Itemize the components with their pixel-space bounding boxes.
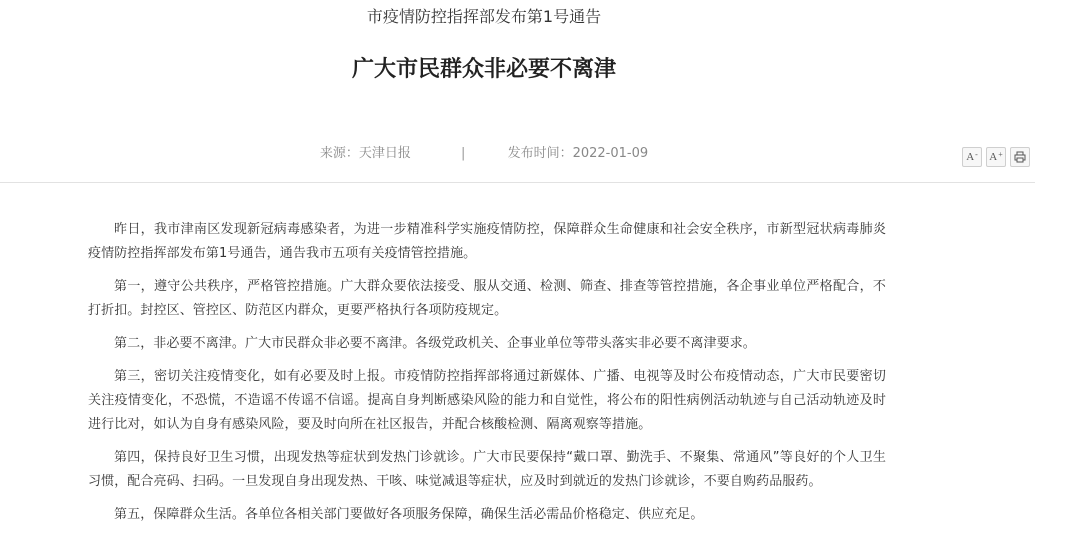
header-divider bbox=[0, 182, 1035, 183]
print-icon bbox=[1014, 151, 1026, 163]
article-meta bbox=[0, 145, 968, 163]
article-paragraph: 第四，保持良好卫生习惯，出现发热等症状到发热门诊就诊。广大市民要保持“戴口罩、勤洗手、不聚集、常通风”等良好的个人卫生习惯，配合亮码、扫码。一旦发现自身出现发热、干咳、味觉减退等症状，应及时到就近的发热门诊就诊，不要自购药品服药。 bbox=[88, 450, 886, 489]
publish-time-label: 发布时间：2022-01-09 bbox=[507, 146, 649, 161]
source-label: 来源：天津日报 bbox=[319, 146, 411, 161]
article-paragraph: 第五，保障群众生活。各单位各相关部门要做好各项服务保障，确保生活必需品价格稳定、供应充足。 bbox=[114, 507, 704, 522]
font-increase-button[interactable]: A + bbox=[986, 147, 1006, 167]
font-decrease-letter: A bbox=[966, 151, 975, 163]
article-title: 广大市民群众非必要不离津 bbox=[351, 57, 616, 82]
article-paragraph: 昨日，我市津南区发现新冠病毒感染者，为进一步精准科学实施疫情防控，保障群众生命健康和社会安全秩序，市新型冠状病毒肺炎疫情防控指挥部发布第1号通告，通告我市五项有关疫情管控措施。 bbox=[88, 222, 886, 261]
article-paragraph: 第二，非必要不离津。广大市民群众非必要不离津。各级党政机关、企事业单位等带头落实非必要不离津要求。 bbox=[114, 336, 756, 351]
font-decrease-button[interactable]: A - bbox=[962, 147, 982, 167]
article-toolbar bbox=[962, 147, 1030, 167]
font-increase-letter: A bbox=[989, 151, 998, 163]
article-paragraph: 第三，密切关注疫情变化，如有必要及时上报。市疫情防控指挥部将通过新媒体、广播、电视等及时公布疫情动态，广大市民要密切关注疫情变化，不恐慌，不造谣不传谣不信谣。提高自身判断感染风险的能力和自觉性，将公布的阳性病例活动轨迹与自己活动轨迹及时进行比对，如认为自身有感染风险，要及时向所在社区报告，并配合核酸检测、隔离观察等措施。 bbox=[88, 369, 886, 432]
article-subtitle: 市疫情防控指挥部发布第1号通告 bbox=[366, 7, 602, 26]
meta-separator: | bbox=[461, 146, 466, 161]
print-button[interactable] bbox=[1010, 147, 1030, 167]
article-body bbox=[88, 218, 886, 536]
article-paragraph: 第一，遵守公共秩序，严格管控措施。广大群众要依法接受、服从交通、检测、筛查、排查等管控措施，各企事业单位严格配合，不打折扣。封控区、管控区、防范区内群众，更要严格执行各项防疫规定。 bbox=[88, 279, 886, 318]
